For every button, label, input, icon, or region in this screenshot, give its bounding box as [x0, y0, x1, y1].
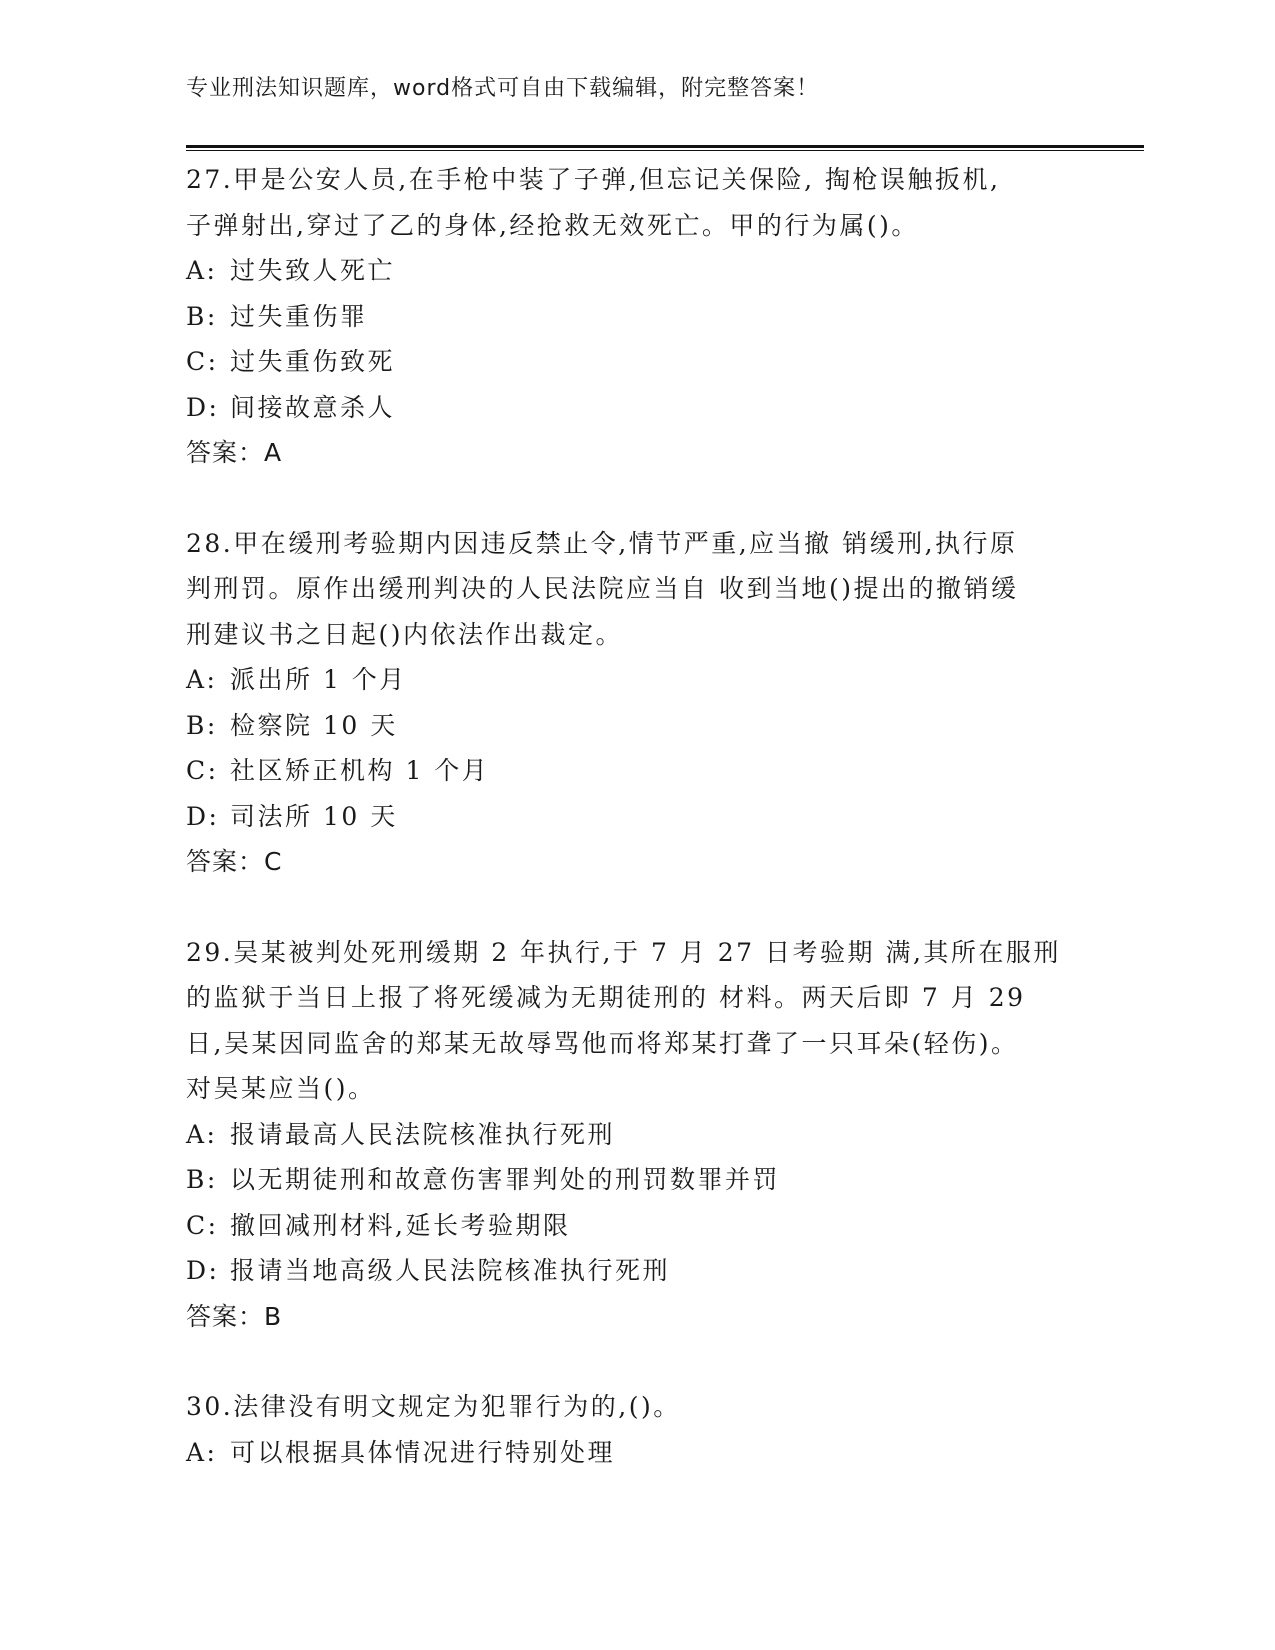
option-a	[186, 657, 1086, 703]
option-text: 检察院 10 天	[230, 710, 398, 740]
option-letter: C:	[186, 756, 219, 785]
option-text: 间接故意杀人	[230, 392, 396, 422]
option-letter: D:	[186, 392, 220, 422]
page-header: 专业刑法知识题库，word格式可自由下载编辑，附完整答案！	[186, 76, 820, 101]
option-letter: B:	[186, 710, 218, 740]
option-text: 以无期徒刑和故意伤害罪判处的刑罚数罪并罚	[230, 1165, 781, 1194]
stem-line: 日,吴某因同监舍的郑某无故辱骂他而将郑某打聋了一只耳朵(轻伤)。	[186, 1028, 1019, 1058]
option-a	[186, 248, 1086, 294]
option-text: 社区矫正机构 1 个月	[230, 756, 490, 785]
stem-line: 判刑罚。原作出缓刑判决的人民法院应当自 收到当地()提出的撤销缓	[186, 574, 1019, 603]
option-text: 过失致人死亡	[230, 256, 396, 285]
question-29	[186, 930, 1086, 1340]
option-text: 报请当地高级人民法院核准执行死刑	[230, 1256, 671, 1285]
option-letter: A:	[186, 1437, 218, 1467]
stem-line: 刑建议书之日起()内依法作出裁定。	[186, 619, 624, 649]
question-28	[186, 521, 1086, 885]
stem-line: 27.甲是公安人员,在手枪中装了子弹,但忘记关保险, 掏枪误触扳机,	[186, 165, 1001, 194]
option-letter: D:	[186, 1256, 220, 1285]
question-list	[186, 157, 1086, 1520]
option-letter: A:	[186, 665, 218, 694]
option-letter: A:	[186, 1119, 218, 1149]
option-letter: A:	[186, 256, 218, 285]
stem-line: 28.甲在缓刑考验期内因违反禁止令,情节严重,应当撤 销缓刑,执行原	[186, 528, 1018, 558]
option-a	[186, 1112, 1086, 1158]
option-text: 可以根据具体情况进行特别处理	[230, 1437, 616, 1467]
option-d	[186, 385, 1086, 431]
option-letter: B:	[186, 301, 218, 331]
stem-line: 的监狱于当日上报了将死缓减为无期徒刑的 材料。两天后即 7 月 29	[186, 983, 1026, 1012]
option-c	[186, 748, 1086, 794]
header-rule-thin	[186, 150, 1144, 151]
option-d	[186, 1248, 1086, 1294]
question-30	[186, 1384, 1086, 1475]
answer-line: 答案：C	[186, 847, 283, 876]
option-letter: B:	[186, 1165, 218, 1194]
option-b	[186, 1157, 1086, 1203]
question-27	[186, 157, 1086, 476]
stem-line: 30.法律没有明文规定为犯罪行为的,()。	[186, 1392, 681, 1421]
answer-line: 答案：A	[186, 438, 283, 467]
stem-line: 对吴某应当()。	[186, 1074, 376, 1103]
question-stem	[186, 930, 1086, 1112]
option-text: 派出所 1 个月	[230, 665, 407, 694]
option-text: 撤回减刑材料,延长考验期限	[230, 1210, 571, 1240]
option-b	[186, 294, 1086, 340]
answer-line: 答案：B	[186, 1301, 283, 1331]
question-stem	[186, 521, 1086, 658]
question-stem	[186, 1384, 1086, 1430]
option-text: 过失重伤罪	[230, 301, 368, 331]
option-c	[186, 1203, 1086, 1249]
option-text: 司法所 10 天	[230, 801, 398, 831]
option-letter: D:	[186, 801, 220, 831]
stem-line: 29.吴某被判处死刑缓期 2 年执行,于 7 月 27 日考验期 满,其所在服刑	[186, 937, 1061, 967]
option-text: 报请最高人民法院核准执行死刑	[230, 1119, 616, 1149]
option-letter: C:	[186, 1210, 219, 1240]
option-text: 过失重伤致死	[230, 347, 396, 376]
stem-line: 子弹射出,穿过了乙的身体,经抢救无效死亡。甲的行为属()。	[186, 210, 919, 240]
option-c	[186, 339, 1086, 385]
option-a	[186, 1430, 1086, 1476]
question-stem	[186, 157, 1086, 248]
header-rule-thick	[186, 145, 1144, 148]
option-b	[186, 703, 1086, 749]
option-letter: C:	[186, 347, 219, 376]
option-d	[186, 794, 1086, 840]
